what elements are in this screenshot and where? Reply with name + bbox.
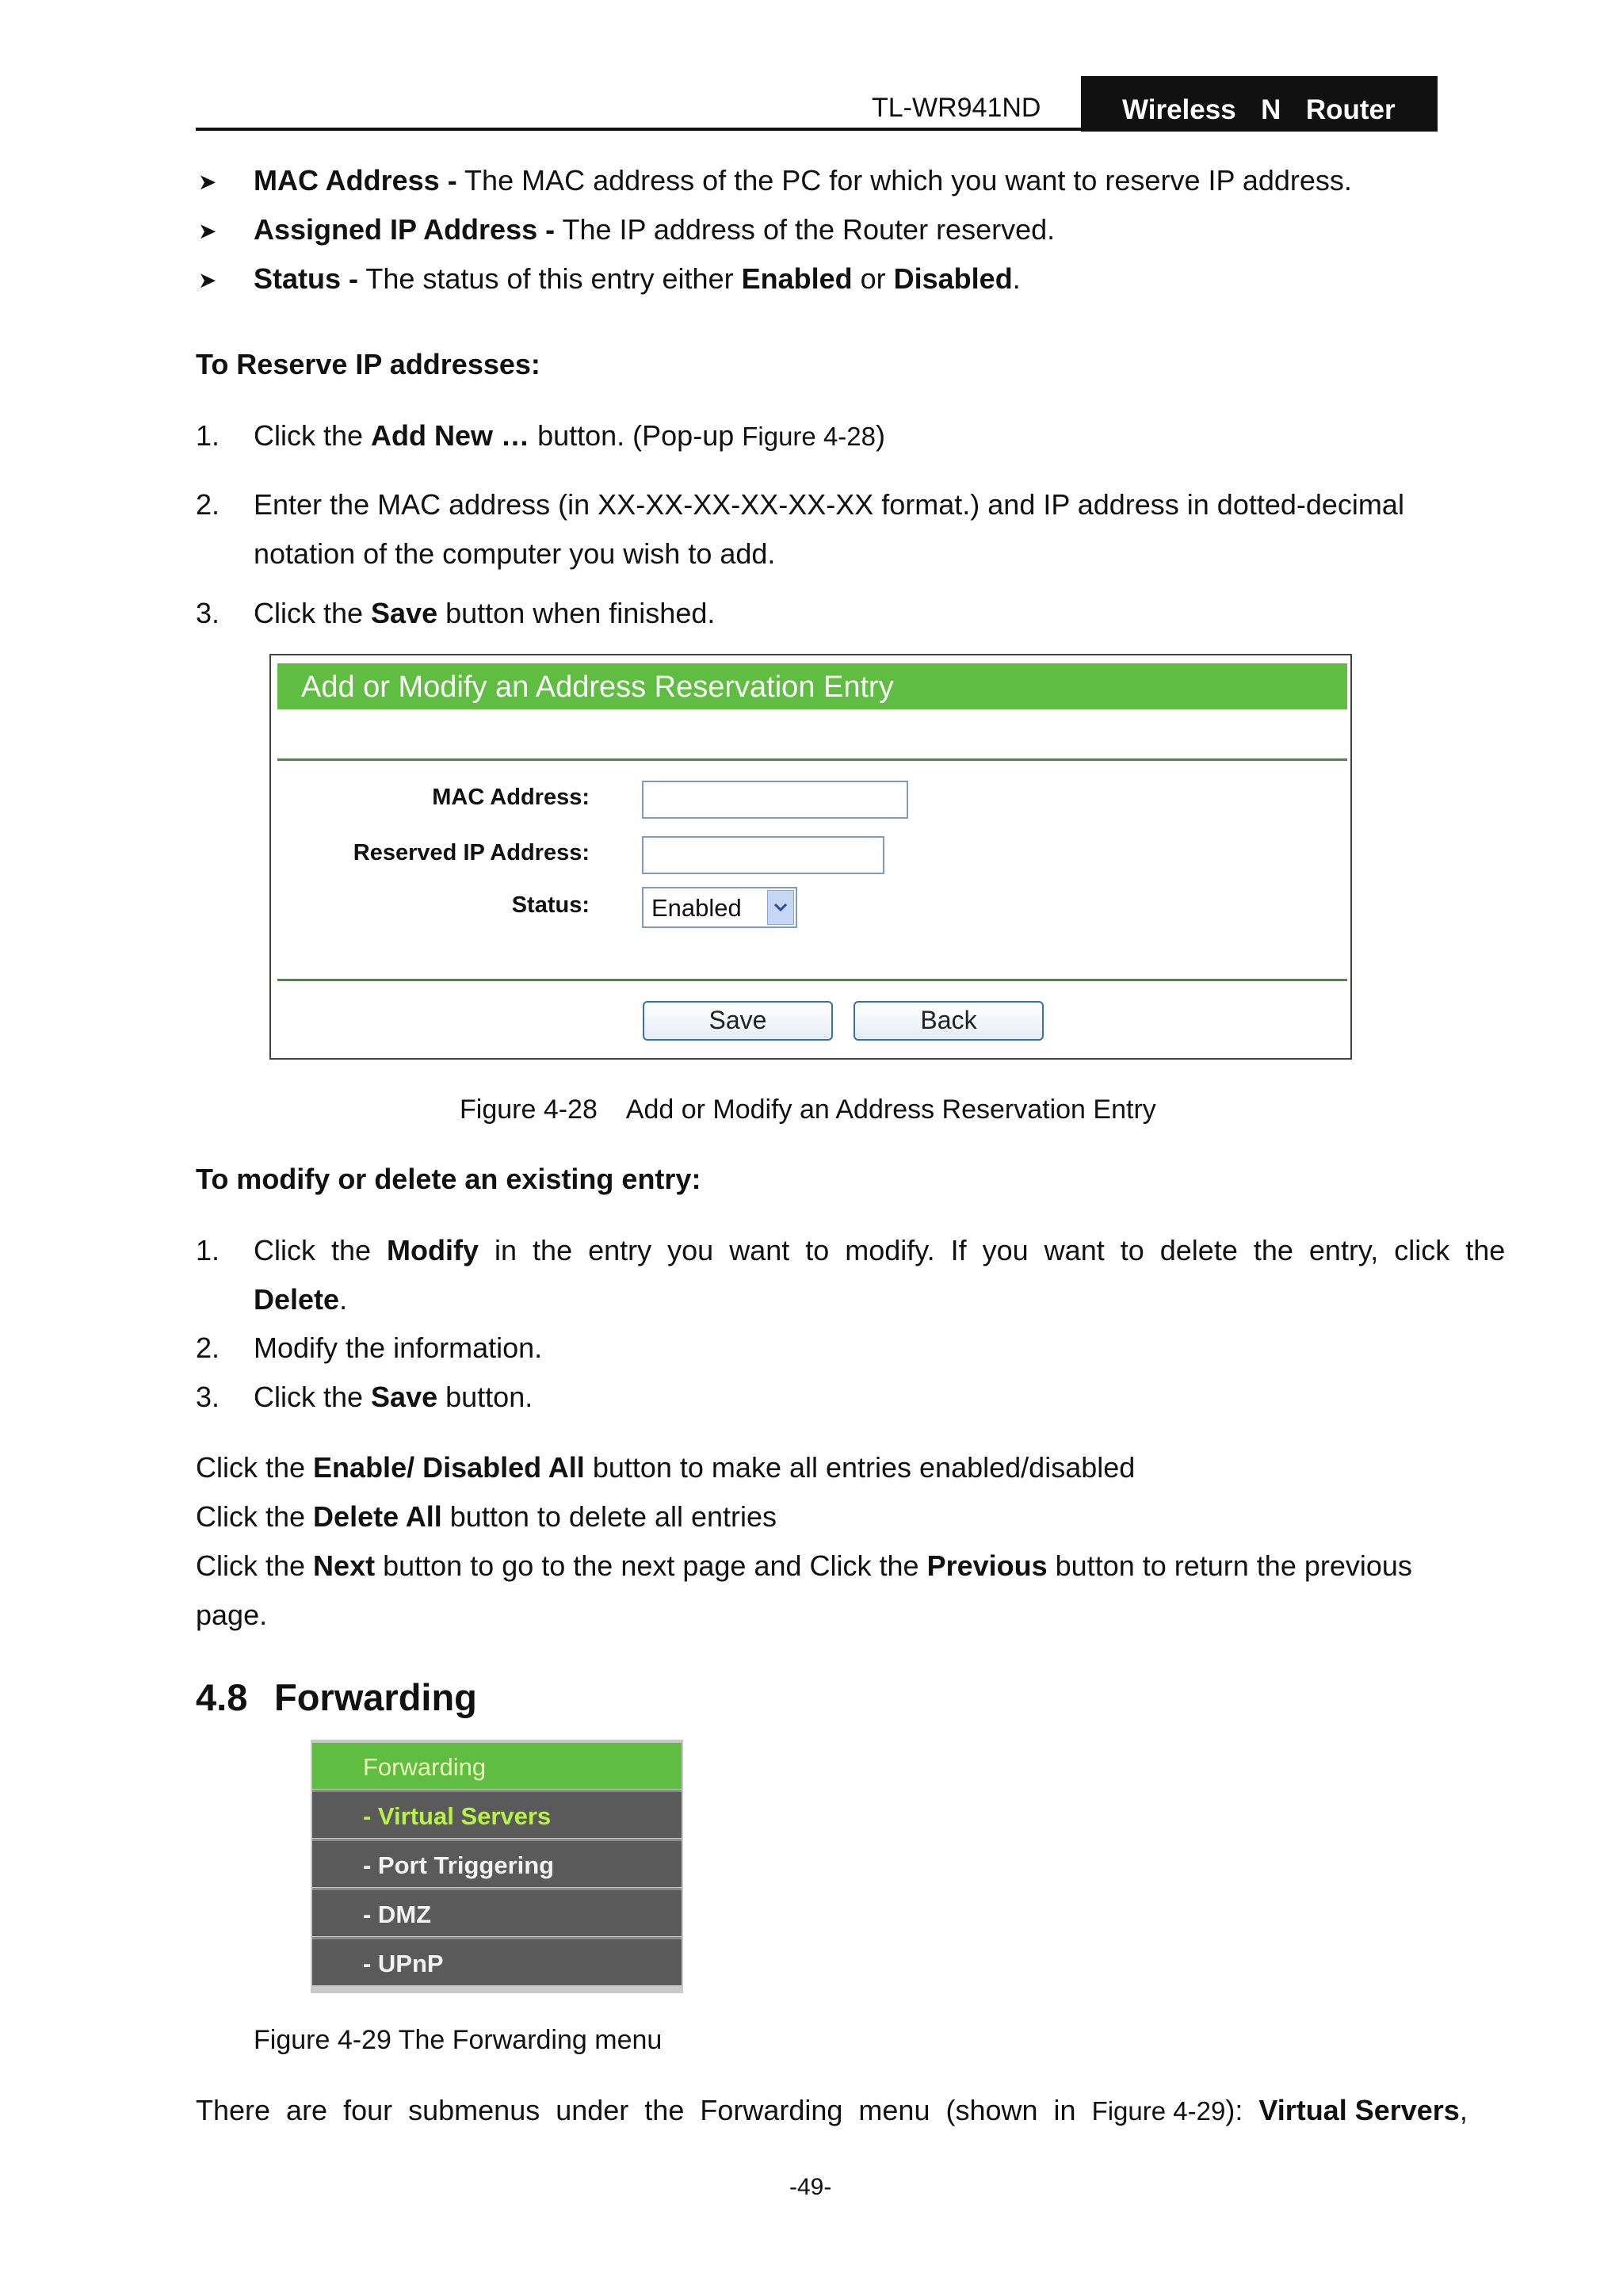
bullet-text: The status of this entry either	[358, 262, 742, 295]
bullet-term: Status -	[254, 262, 359, 295]
section-number: 4.8	[196, 1676, 248, 1718]
menu-item-label: Forwarding	[363, 1753, 487, 1781]
mac-address-input[interactable]	[642, 781, 908, 819]
note-text: Click the	[196, 1549, 314, 1582]
status-label: Status:	[511, 892, 590, 918]
menu-item-virtual-servers[interactable]	[312, 1790, 682, 1838]
note-bold: Enable/ Disabled All	[313, 1451, 585, 1484]
header-model: TL-WR941ND	[872, 93, 1041, 123]
reserve-step-2-line1: Enter the MAC address (in XX-XX-XX-XX-XX-XX format.) and IP address in dotted-decimal	[254, 488, 1404, 521]
closing-paragraph	[196, 2093, 1468, 2129]
header-product: Wireless N Router	[1122, 94, 1396, 125]
bullet-text: .	[1012, 262, 1021, 295]
reserve-step-2-line2: notation of the computer you wish to add.	[254, 537, 776, 570]
note-next-previous-line2: page.	[196, 1599, 268, 1631]
page-number: -49-	[789, 2174, 832, 2200]
modify-step-3	[254, 1380, 533, 1415]
modify-step-1-line1	[254, 1233, 1505, 1268]
header-product-block	[1081, 76, 1438, 132]
menu-item-dmz[interactable]	[312, 1888, 682, 1936]
step-text: Click the	[254, 1234, 388, 1266]
menu-item-forwarding[interactable]	[312, 1743, 682, 1789]
para-bold: Virtual Servers	[1258, 2094, 1460, 2126]
bullet-term: MAC Address -	[254, 164, 457, 197]
bullet-bold: Disabled	[893, 262, 1013, 295]
form-title-bar	[277, 663, 1347, 709]
note-text: button to delete all entries	[441, 1500, 777, 1533]
section-title: Forwarding	[274, 1676, 477, 1718]
form-title: Add or Modify an Address Reservation Entry	[301, 670, 894, 704]
bullet-term: Assigned IP Address -	[254, 213, 556, 246]
step-text: button.	[437, 1381, 533, 1413]
step-number: 1.	[196, 419, 220, 452]
step-bold: Save	[371, 1381, 438, 1413]
note-bold: Next	[313, 1549, 376, 1582]
header-rule	[196, 128, 1081, 131]
step-number: 2.	[196, 488, 220, 521]
bullet-text: or	[852, 262, 894, 295]
chevron-down-icon[interactable]	[767, 890, 794, 925]
bullet-arrow-icon: ➤	[198, 268, 217, 292]
menu-item-upnp[interactable]	[312, 1937, 682, 1985]
address-reservation-form	[269, 654, 1352, 1060]
step-number: 1.	[196, 1234, 220, 1266]
step-text: .	[339, 1283, 348, 1316]
menu-item-label: - DMZ	[363, 1901, 432, 1928]
reserved-ip-input[interactable]	[642, 836, 884, 874]
bullet-mac-address	[254, 163, 1352, 198]
step-number: 3.	[196, 1381, 220, 1413]
modify-heading: To modify or delete an existing entry:	[196, 1163, 701, 1195]
note-bold: Previous	[926, 1549, 1048, 1582]
note-next-previous	[196, 1549, 1412, 1584]
step-text: in the entry you want to modify. If you want to delete the entry, click the	[479, 1234, 1506, 1266]
para-text: ):	[1225, 2094, 1259, 2126]
bullet-text: The IP address of the Router reserved.	[555, 213, 1056, 246]
back-button[interactable]: Back	[854, 1001, 1044, 1041]
note-text: Click the	[196, 1451, 314, 1484]
note-text: button to go to the next page and Click the	[375, 1549, 927, 1582]
bullet-arrow-icon: ➤	[198, 219, 217, 243]
bullet-status	[254, 262, 1021, 296]
step-bold: Add New …	[371, 419, 530, 452]
reserved-ip-label: Reserved IP Address:	[353, 840, 590, 865]
menu-item-label: - UPnP	[363, 1950, 444, 1977]
step-bold: Modify	[387, 1234, 479, 1266]
figure-29-caption: Figure 4-29 The Forwarding menu	[254, 2025, 663, 2055]
step-number: 3.	[196, 597, 220, 629]
bullet-text: The MAC address of the PC for which you want to reserve IP address.	[456, 164, 1352, 197]
step-number: 2.	[196, 1331, 220, 1364]
mac-address-label: MAC Address:	[432, 785, 590, 810]
reserve-heading: To Reserve IP addresses:	[196, 348, 540, 380]
note-text: button to make all entries enabled/disabled	[584, 1451, 1136, 1484]
menu-item-port-triggering[interactable]	[312, 1839, 682, 1887]
step-text: Click the	[254, 597, 372, 629]
bullet-assigned-ip	[254, 212, 1055, 247]
note-delete-all	[196, 1499, 777, 1534]
step-bold: Delete	[254, 1283, 340, 1316]
step-bold: Save	[371, 597, 438, 629]
reserve-step-3	[254, 596, 715, 631]
step-text: Click the	[254, 419, 372, 452]
modify-step-2: Modify the information.	[254, 1331, 543, 1364]
step-text: Click the	[254, 1381, 372, 1413]
figure-ref: Figure 4-28	[742, 422, 876, 451]
divider	[277, 979, 1347, 981]
para-text: There are four submenus under the Forwarding menu (shown in	[196, 2094, 1092, 2126]
note-enable-disable-all	[196, 1450, 1135, 1485]
figure-28-caption: Figure 4-28 Add or Modify an Address Reservation Entry	[460, 1095, 1156, 1125]
forwarding-menu	[311, 1740, 683, 1993]
save-button[interactable]: Save	[643, 1001, 833, 1041]
status-select-value: Enabled	[651, 894, 742, 922]
status-select[interactable]	[642, 887, 797, 928]
step-text: button. (Pop-up	[529, 419, 743, 452]
menu-item-label: - Port Triggering	[363, 1851, 555, 1879]
note-bold: Delete All	[313, 1500, 442, 1533]
divider	[277, 758, 1347, 761]
figure-ref: Figure 4-29	[1091, 2096, 1226, 2126]
reserve-step-1	[254, 418, 885, 454]
bullet-bold: Enabled	[741, 262, 853, 295]
note-text: button to return the previous	[1047, 1549, 1412, 1582]
para-text: ,	[1459, 2094, 1468, 2126]
bullet-arrow-icon: ➤	[198, 170, 217, 194]
note-text: Click the	[196, 1500, 314, 1533]
step-text: button when finished.	[437, 597, 716, 629]
modify-step-1-line2	[254, 1282, 347, 1317]
step-text: )	[876, 419, 885, 452]
menu-item-label: - Virtual Servers	[363, 1802, 552, 1830]
